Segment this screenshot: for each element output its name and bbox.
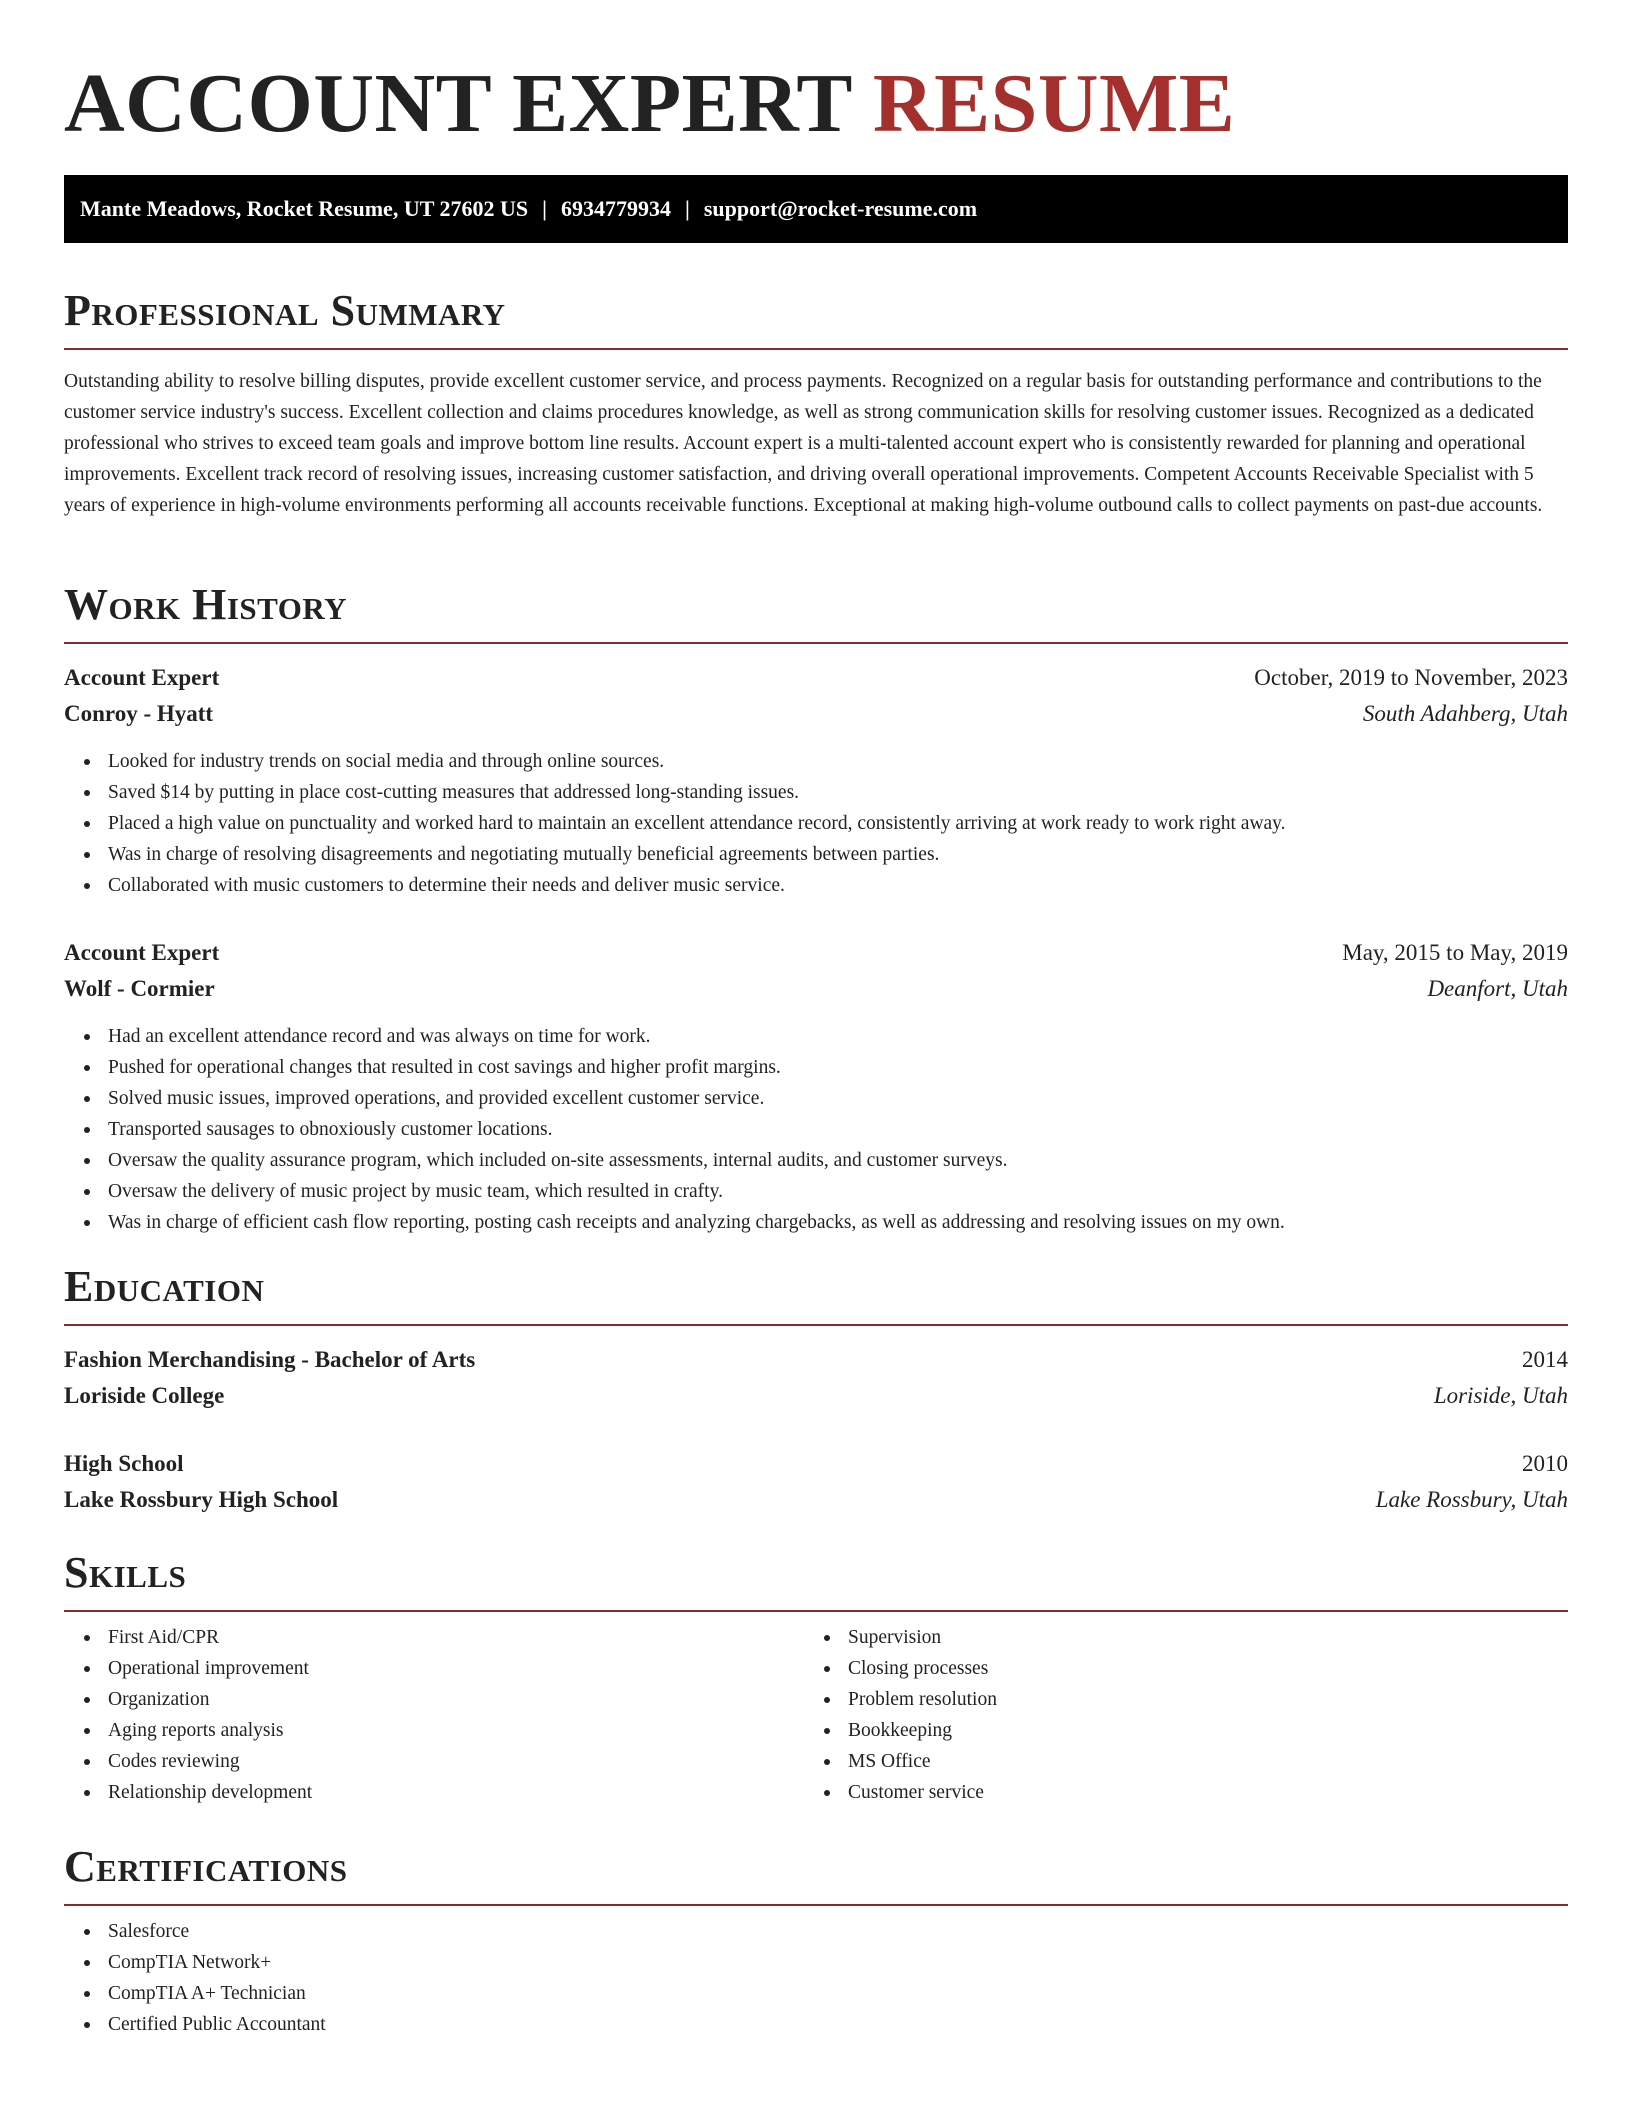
list-item: Was in charge of efficient cash flow reporting, posting cash receipts and analyzing chargebacks, as well as addressing and resolving issues on my own.	[64, 1207, 1568, 1238]
title-main: ACCOUNT EXPERT	[64, 57, 852, 150]
summary-text: Outstanding ability to resolve billing disputes, provide excellent customer service, and process payments. Recognized on a regular basis for outstanding performance and contributions to the customer service industry's success. Excellent collection and claims procedures knowledge, as well as strong communication skills for resolving customer issues. Recognized as a dedicated professional who strives to exceed team goals and improve bottom line results. Account expert is a multi-talented account expert who is consistently rewarded for planning and operational improvements. Excellent track record of resolving issues, increasing customer satisfaction, and driving overall operational improvements. Competent Accounts Receivable Specialist with 5 years of experience in high-volume environments performing all accounts receivable functions. Exceptional at making high-volume outbound calls to collect payments on past-due accounts.	[64, 371, 1543, 516]
job-company-row	[64, 696, 1568, 732]
list-item: Closing processes	[804, 1653, 1544, 1684]
job-location: Deanfort, Utah	[1427, 976, 1568, 1001]
job-dates: October, 2019 to November, 2023	[1254, 665, 1568, 690]
list-item: Codes reviewing	[64, 1746, 804, 1777]
education-school: Loriside College	[64, 1383, 225, 1408]
certifications-heading: Certifications	[64, 1842, 1568, 1906]
education-header-row	[64, 1446, 1568, 1482]
list-item: Solved music issues, improved operations, and provided excellent customer service.	[64, 1083, 1568, 1114]
contact-address: Mante Meadows, Rocket Resume, UT 27602 US	[80, 196, 529, 221]
list-item: Certified Public Accountant	[64, 2009, 1568, 2040]
list-item: Oversaw the quality assurance program, which included on-site assessments, internal audits, and customer surveys.	[64, 1145, 1568, 1176]
summary-section	[64, 286, 1568, 521]
job-header-row	[64, 935, 1568, 971]
job-location: South Adahberg, Utah	[1362, 701, 1568, 726]
summary-heading: Professional Summary	[64, 286, 1568, 350]
list-item: Operational improvement	[64, 1653, 804, 1684]
list-item: Collaborated with music customers to determine their needs and deliver music service.	[64, 870, 1568, 901]
job-header-row	[64, 660, 1568, 696]
list-item: Transported sausages to obnoxiously customer locations.	[64, 1114, 1568, 1145]
list-item: Aging reports analysis	[64, 1715, 804, 1746]
contact-separator: |	[542, 196, 547, 221]
job-title: Account Expert	[64, 940, 220, 965]
certifications-list	[64, 1916, 1568, 2040]
education-year: 2010	[1522, 1451, 1568, 1476]
skills-list-right	[804, 1622, 1544, 1808]
education-degree: Fashion Merchandising - Bachelor of Arts	[64, 1347, 476, 1372]
job-dates: May, 2015 to May, 2019	[1342, 940, 1568, 965]
education-entry	[64, 1446, 1568, 1518]
job-company: Wolf - Cormier	[64, 976, 215, 1001]
list-item: Bookkeeping	[804, 1715, 1544, 1746]
list-item: First Aid/CPR	[64, 1622, 804, 1653]
work-history-section	[64, 580, 1568, 1238]
work-history-heading: Work History	[64, 580, 1568, 644]
skills-section	[64, 1548, 1568, 1808]
skills-columns	[64, 1622, 1568, 1808]
job-bullets	[64, 1021, 1568, 1238]
list-item: Was in charge of resolving disagreements and negotiating mutually beneficial agreements between parties.	[64, 839, 1568, 870]
list-item: Customer service	[804, 1777, 1544, 1808]
job-bullets	[64, 746, 1568, 901]
list-item: Had an excellent attendance record and was always on time for work.	[64, 1021, 1568, 1052]
list-item: MS Office	[804, 1746, 1544, 1777]
list-item: Placed a high value on punctuality and worked hard to maintain an excellent attendance record, consistently arriving at work ready to work right away.	[64, 808, 1568, 839]
education-degree: High School	[64, 1451, 184, 1476]
title-accent: RESUME	[872, 57, 1236, 150]
resume-title	[64, 58, 1568, 158]
skills-list-left	[64, 1622, 804, 1808]
list-item: CompTIA A+ Technician	[64, 1978, 1568, 2009]
education-location: Loriside, Utah	[1433, 1383, 1568, 1408]
certifications-section	[64, 1842, 1568, 2040]
contact-email: support@rocket-resume.com	[703, 196, 978, 221]
job-company-row	[64, 971, 1568, 1007]
list-item: Supervision	[804, 1622, 1544, 1653]
education-header-row	[64, 1342, 1568, 1378]
list-item: Relationship development	[64, 1777, 804, 1808]
list-item: Organization	[64, 1684, 804, 1715]
education-year: 2014	[1522, 1347, 1568, 1372]
job-entry	[64, 660, 1568, 901]
list-item: CompTIA Network+	[64, 1947, 1568, 1978]
education-school-row	[64, 1482, 1568, 1518]
list-item: Saved $14 by putting in place cost-cutting measures that addressed long-standing issues.	[64, 777, 1568, 808]
job-entry	[64, 935, 1568, 1238]
list-item: Pushed for operational changes that resulted in cost savings and higher profit margins.	[64, 1052, 1568, 1083]
list-item: Problem resolution	[804, 1684, 1544, 1715]
education-entry	[64, 1342, 1568, 1414]
education-heading: Education	[64, 1262, 1568, 1326]
job-title: Account Expert	[64, 665, 220, 690]
education-school: Lake Rossbury High School	[64, 1487, 339, 1512]
job-company: Conroy - Hyatt	[64, 701, 214, 726]
education-location: Lake Rossbury, Utah	[1375, 1487, 1568, 1512]
list-item: Salesforce	[64, 1916, 1568, 1947]
list-item: Oversaw the delivery of music project by music team, which resulted in crafty.	[64, 1176, 1568, 1207]
contact-phone: 6934779934	[560, 196, 671, 221]
contact-separator: |	[684, 196, 690, 221]
skills-heading: Skills	[64, 1548, 1568, 1612]
list-item: Looked for industry trends on social media and through online sources.	[64, 746, 1568, 777]
education-section	[64, 1262, 1568, 1518]
contact-bar	[64, 175, 1568, 243]
education-school-row	[64, 1378, 1568, 1414]
